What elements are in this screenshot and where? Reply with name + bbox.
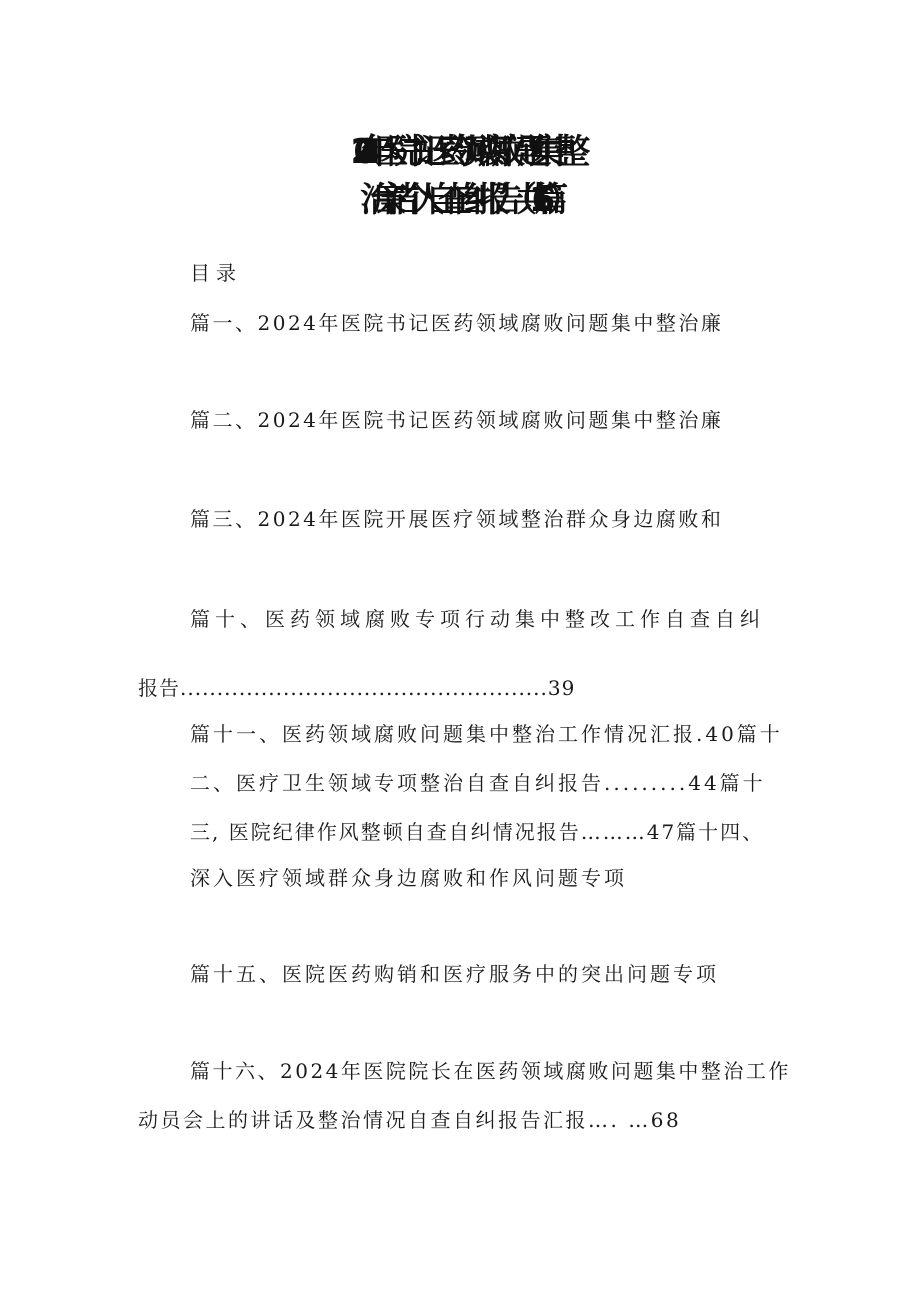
toc-heading: 目录 <box>190 261 242 285</box>
toc-entry-16: 篇十六、2024年医院院长在医药领域腐败问题集中整治工作 <box>190 1059 791 1083</box>
toc-entry-12: 二、医疗卫生领域专项整治自查自纠报告.........44篇十 <box>190 771 766 795</box>
toc-entry-10: 篇十、医药领域腐败专项行动集中整改工作自查自纠 <box>190 607 765 631</box>
toc-entry-14: 深入医疗领域群众身边腐败和作风问题专项 <box>190 866 627 890</box>
toc-entry-16-continuation: 动员会上的讲话及整治情况自查自纠报告汇报…. …68 <box>138 1108 682 1132</box>
toc-entry-1: 篇一、2024年医院书记医药领域腐败问题集中整治廉 <box>190 311 724 335</box>
toc-entry-10-continuation: 报告..................................................39 <box>138 676 576 700</box>
toc-entry-15: 篇十五、医院医药购销和医疗服务中的突出问题专项 <box>190 962 719 986</box>
document-title-line-2: 治廉洁个人自查自纠报告（共16篇） <box>359 180 561 220</box>
toc-entry-11: 篇十一、医药领域腐败问题集中整治工作情况汇报.40篇十 <box>190 722 783 746</box>
document-title-line-1: 2024年医院书记医药领域腐败问题集中整 <box>350 132 570 172</box>
toc-entry-2: 篇二、2024年医院书记医药领域腐败问题集中整治廉 <box>190 408 724 432</box>
toc-entry-3: 篇三、2024年医院开展医疗领域整治群众身边腐败和 <box>190 507 724 531</box>
toc-entry-13: 三, 医院纪律作风整顿自查自纠情况报告………47篇十四、 <box>190 820 765 844</box>
